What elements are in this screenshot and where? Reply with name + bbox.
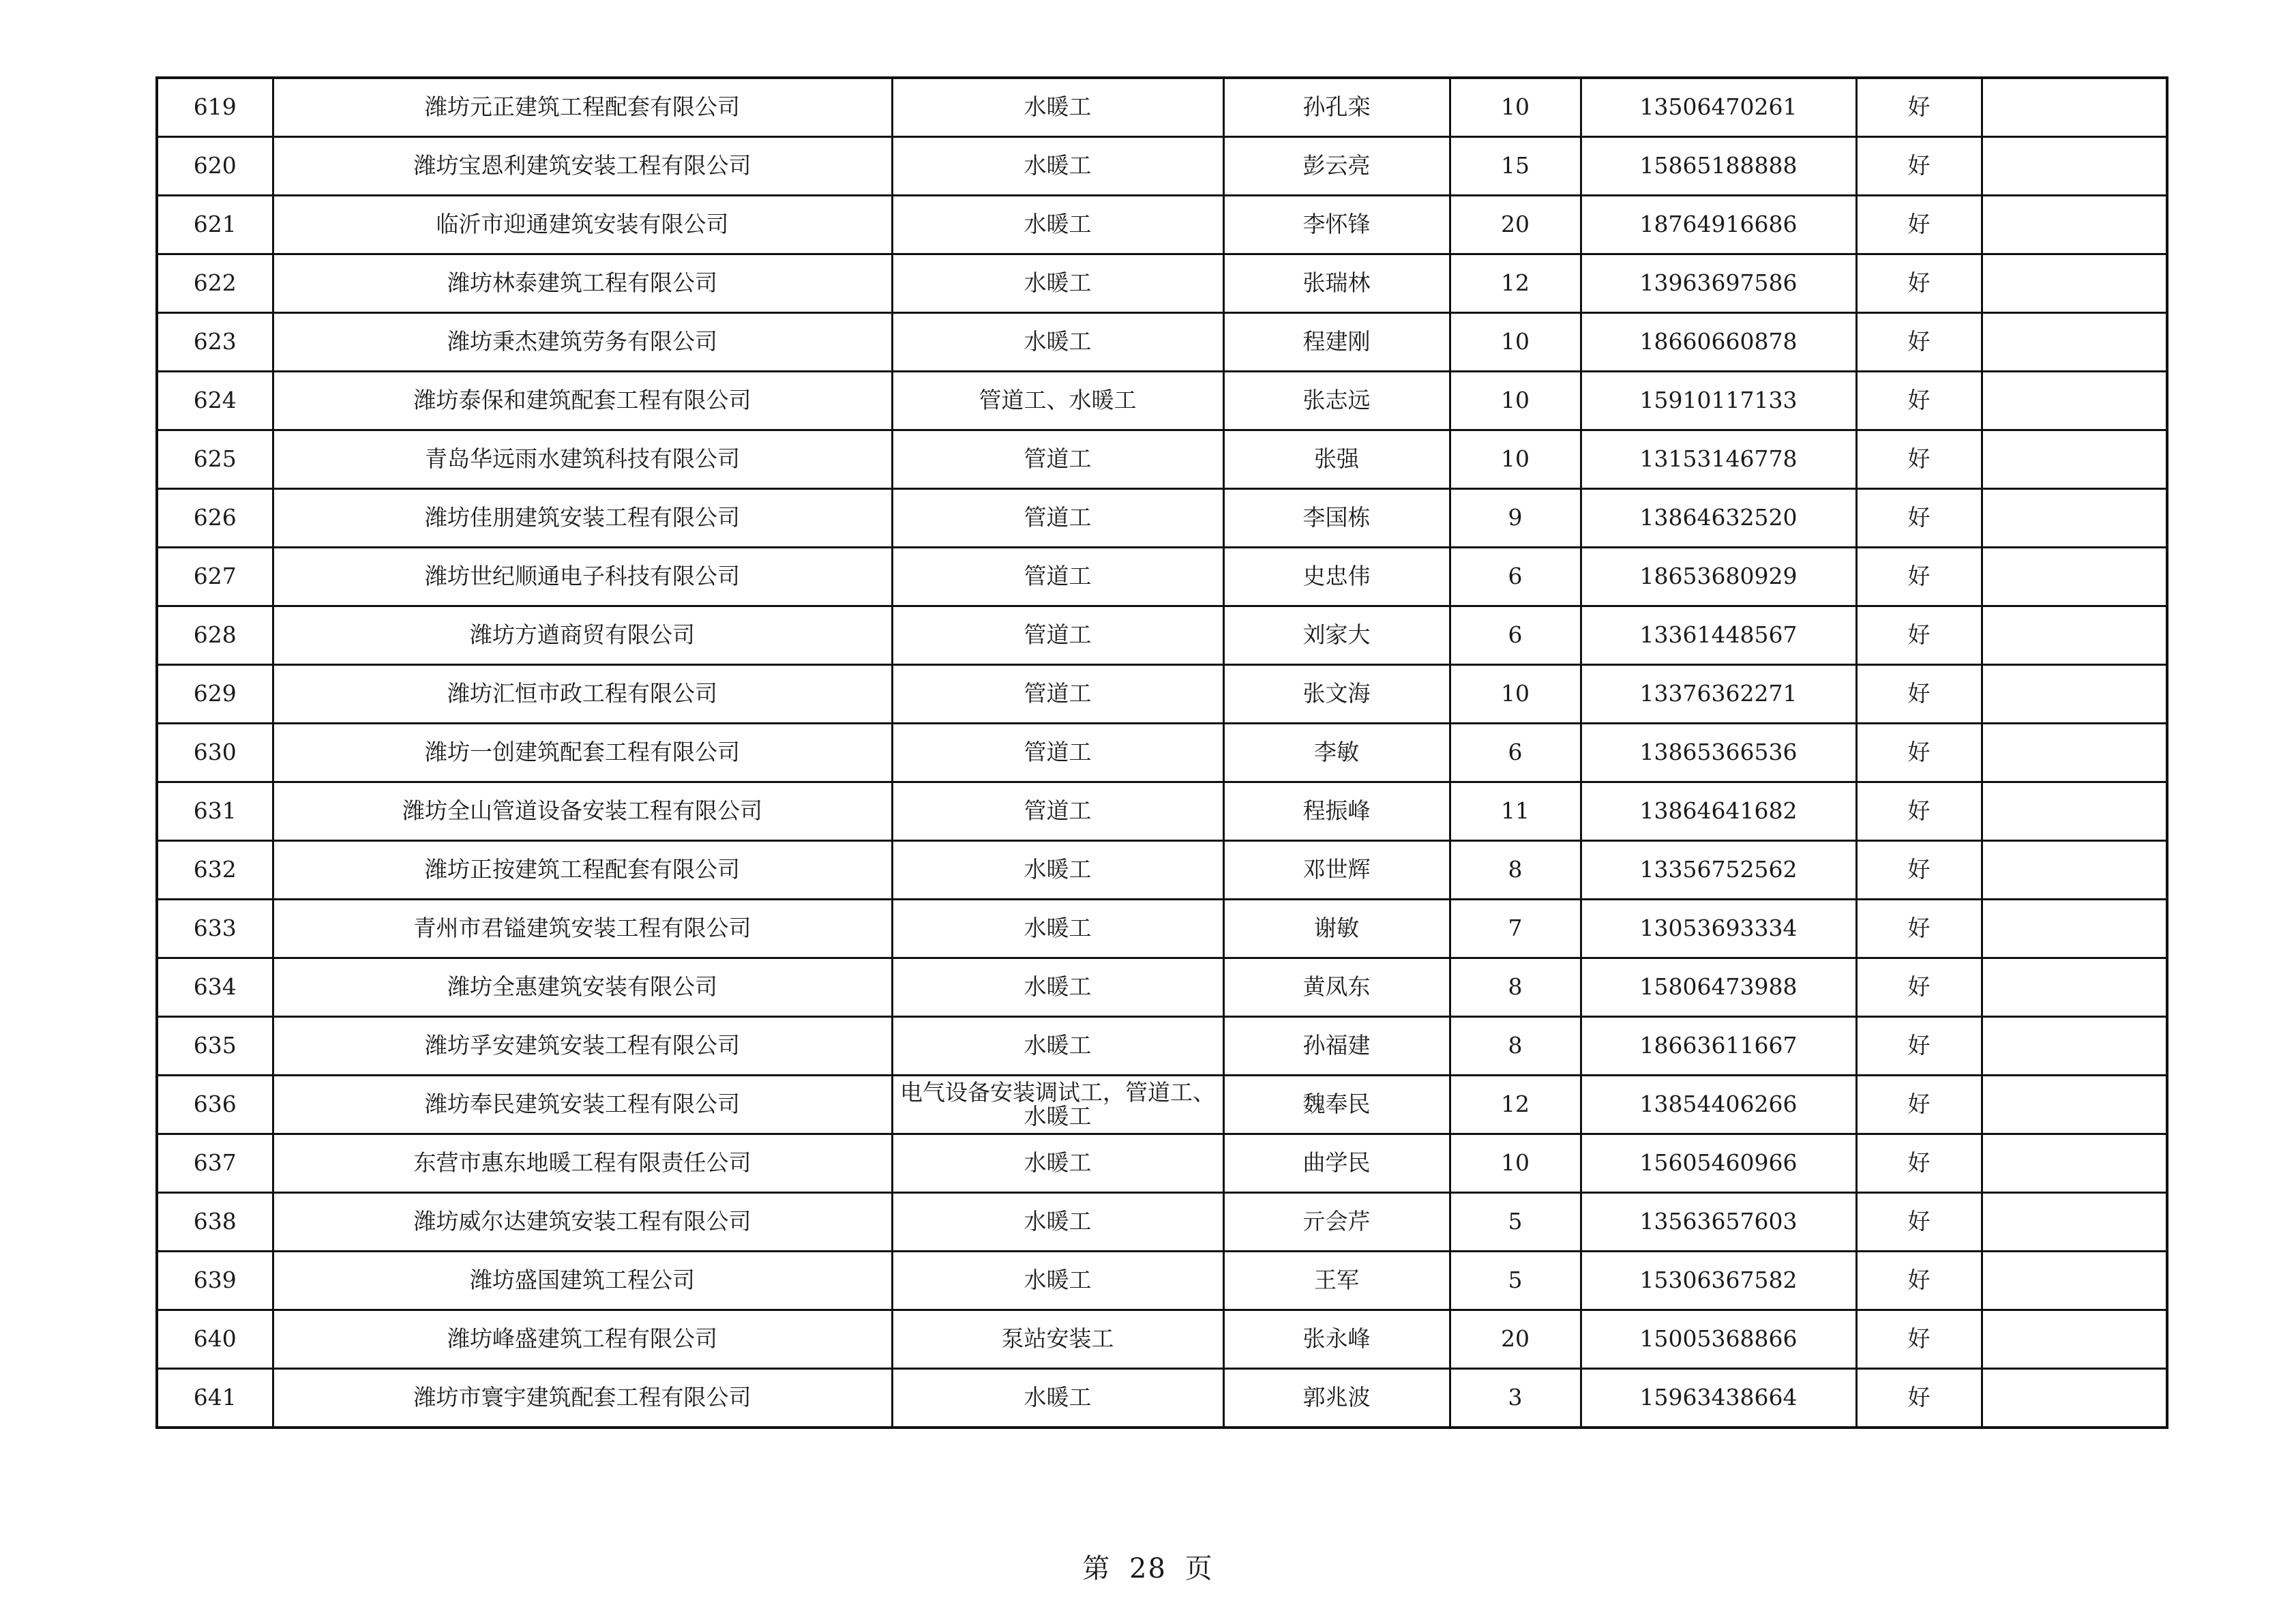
rating-cell: 好 bbox=[1856, 1310, 1982, 1369]
contact-person-cell: 王军 bbox=[1223, 1252, 1450, 1310]
company-name-cell: 潍坊全山管道设备安装工程有限公司 bbox=[273, 782, 892, 841]
rating-cell: 好 bbox=[1856, 254, 1982, 313]
note-cell bbox=[1982, 665, 2167, 724]
page-footer bbox=[0, 1547, 2296, 1586]
worker-count-cell: 10 bbox=[1450, 78, 1581, 137]
note-cell bbox=[1982, 372, 2167, 430]
table-row bbox=[157, 196, 2167, 254]
table-row bbox=[157, 430, 2167, 489]
note-cell bbox=[1982, 254, 2167, 313]
work-type-cell: 管道工 bbox=[892, 782, 1223, 841]
note-cell bbox=[1982, 782, 2167, 841]
phone-number-cell: 15865188888 bbox=[1581, 137, 1856, 196]
note-cell bbox=[1982, 313, 2167, 372]
phone-number-cell: 13963697586 bbox=[1581, 254, 1856, 313]
rating-cell: 好 bbox=[1856, 489, 1982, 548]
note-cell bbox=[1982, 1369, 2167, 1428]
contact-person-cell: 黄凤东 bbox=[1223, 958, 1450, 1017]
worker-count-cell: 11 bbox=[1450, 782, 1581, 841]
work-type-cell: 水暖工 bbox=[892, 1369, 1223, 1428]
contact-person-cell: 亓会芹 bbox=[1223, 1193, 1450, 1252]
note-cell bbox=[1982, 1076, 2167, 1134]
contact-person-cell: 张文海 bbox=[1223, 665, 1450, 724]
work-type-cell: 水暖工 bbox=[892, 1134, 1223, 1193]
table-row bbox=[157, 1369, 2167, 1428]
row-number-cell: 628 bbox=[157, 606, 273, 665]
company-name-cell: 临沂市迎通建筑安装有限公司 bbox=[273, 196, 892, 254]
worker-count-cell: 8 bbox=[1450, 1017, 1581, 1076]
rating-cell: 好 bbox=[1856, 1076, 1982, 1134]
contact-person-cell: 孙孔栾 bbox=[1223, 78, 1450, 137]
contact-person-cell: 李国栋 bbox=[1223, 489, 1450, 548]
table-row bbox=[157, 958, 2167, 1017]
rating-cell: 好 bbox=[1856, 958, 1982, 1017]
contact-person-cell: 李敏 bbox=[1223, 724, 1450, 782]
phone-number-cell: 13563657603 bbox=[1581, 1193, 1856, 1252]
rating-cell: 好 bbox=[1856, 900, 1982, 958]
row-number-cell: 631 bbox=[157, 782, 273, 841]
phone-number-cell: 13854406266 bbox=[1581, 1076, 1856, 1134]
rating-cell: 好 bbox=[1856, 1134, 1982, 1193]
work-type-cell: 水暖工 bbox=[892, 313, 1223, 372]
rating-cell: 好 bbox=[1856, 782, 1982, 841]
phone-number-cell: 15005368866 bbox=[1581, 1310, 1856, 1369]
worker-count-cell: 12 bbox=[1450, 254, 1581, 313]
contact-person-cell: 魏奉民 bbox=[1223, 1076, 1450, 1134]
table-row bbox=[157, 78, 2167, 137]
table-row bbox=[157, 254, 2167, 313]
company-name-cell: 潍坊方遒商贸有限公司 bbox=[273, 606, 892, 665]
phone-number-cell: 18660660878 bbox=[1581, 313, 1856, 372]
worker-count-cell: 15 bbox=[1450, 137, 1581, 196]
phone-number-cell: 13356752562 bbox=[1581, 841, 1856, 900]
table-row bbox=[157, 548, 2167, 606]
contact-person-cell: 张瑞林 bbox=[1223, 254, 1450, 313]
note-cell bbox=[1982, 1252, 2167, 1310]
rating-cell: 好 bbox=[1856, 548, 1982, 606]
rating-cell: 好 bbox=[1856, 1369, 1982, 1428]
work-type-cell: 水暖工 bbox=[892, 196, 1223, 254]
company-name-cell: 潍坊一创建筑配套工程有限公司 bbox=[273, 724, 892, 782]
table-row bbox=[157, 313, 2167, 372]
note-cell bbox=[1982, 724, 2167, 782]
work-type-cell: 水暖工 bbox=[892, 841, 1223, 900]
company-name-cell: 青州市君镒建筑安装工程有限公司 bbox=[273, 900, 892, 958]
contact-person-cell: 张志远 bbox=[1223, 372, 1450, 430]
worker-count-cell: 9 bbox=[1450, 489, 1581, 548]
row-number-cell: 626 bbox=[157, 489, 273, 548]
work-type-cell: 管道工、水暖工 bbox=[892, 372, 1223, 430]
table-row bbox=[157, 1310, 2167, 1369]
worker-count-cell: 10 bbox=[1450, 665, 1581, 724]
table-row bbox=[157, 489, 2167, 548]
company-name-cell: 潍坊全惠建筑安装有限公司 bbox=[273, 958, 892, 1017]
company-name-cell: 潍坊宝恩利建筑安装工程有限公司 bbox=[273, 137, 892, 196]
row-number-cell: 632 bbox=[157, 841, 273, 900]
rating-cell: 好 bbox=[1856, 372, 1982, 430]
table-row bbox=[157, 665, 2167, 724]
note-cell bbox=[1982, 1193, 2167, 1252]
work-type-cell: 水暖工 bbox=[892, 137, 1223, 196]
table-row bbox=[157, 900, 2167, 958]
phone-number-cell: 13865366536 bbox=[1581, 724, 1856, 782]
table-row bbox=[157, 782, 2167, 841]
worker-count-cell: 12 bbox=[1450, 1076, 1581, 1134]
work-type-cell: 管道工 bbox=[892, 606, 1223, 665]
row-number-cell: 622 bbox=[157, 254, 273, 313]
table-row bbox=[157, 372, 2167, 430]
company-name-cell: 潍坊元正建筑工程配套有限公司 bbox=[273, 78, 892, 137]
note-cell bbox=[1982, 1017, 2167, 1076]
table-body bbox=[157, 78, 2167, 1428]
phone-number-cell: 15806473988 bbox=[1581, 958, 1856, 1017]
worker-count-cell: 10 bbox=[1450, 1134, 1581, 1193]
row-number-cell: 635 bbox=[157, 1017, 273, 1076]
row-number-cell: 619 bbox=[157, 78, 273, 137]
worker-count-cell: 5 bbox=[1450, 1193, 1581, 1252]
note-cell bbox=[1982, 196, 2167, 254]
row-number-cell: 625 bbox=[157, 430, 273, 489]
table-row bbox=[157, 1134, 2167, 1193]
contact-person-cell: 郭兆波 bbox=[1223, 1369, 1450, 1428]
note-cell bbox=[1982, 137, 2167, 196]
contact-person-cell: 彭云亮 bbox=[1223, 137, 1450, 196]
row-number-cell: 640 bbox=[157, 1310, 273, 1369]
rating-cell: 好 bbox=[1856, 841, 1982, 900]
footer-suffix: 页 bbox=[1184, 1553, 1214, 1584]
contact-person-cell: 孙福建 bbox=[1223, 1017, 1450, 1076]
company-name-cell: 潍坊孚安建筑安装工程有限公司 bbox=[273, 1017, 892, 1076]
row-number-cell: 621 bbox=[157, 196, 273, 254]
worker-count-cell: 6 bbox=[1450, 548, 1581, 606]
row-number-cell: 637 bbox=[157, 1134, 273, 1193]
worker-count-cell: 8 bbox=[1450, 958, 1581, 1017]
phone-number-cell: 13361448567 bbox=[1581, 606, 1856, 665]
phone-number-cell: 13864632520 bbox=[1581, 489, 1856, 548]
page-number: 28 bbox=[1129, 1553, 1167, 1584]
row-number-cell: 638 bbox=[157, 1193, 273, 1252]
note-cell bbox=[1982, 606, 2167, 665]
worker-count-cell: 10 bbox=[1450, 372, 1581, 430]
company-name-cell: 潍坊市寰宇建筑配套工程有限公司 bbox=[273, 1369, 892, 1428]
row-number-cell: 627 bbox=[157, 548, 273, 606]
worker-count-cell: 10 bbox=[1450, 430, 1581, 489]
company-name-cell: 潍坊泰保和建筑配套工程有限公司 bbox=[273, 372, 892, 430]
work-type-cell: 水暖工 bbox=[892, 254, 1223, 313]
contact-person-cell: 谢敏 bbox=[1223, 900, 1450, 958]
work-type-cell: 水暖工 bbox=[892, 1193, 1223, 1252]
table-row bbox=[157, 606, 2167, 665]
row-number-cell: 636 bbox=[157, 1076, 273, 1134]
company-name-cell: 潍坊汇恒市政工程有限公司 bbox=[273, 665, 892, 724]
phone-number-cell: 18764916686 bbox=[1581, 196, 1856, 254]
table-row bbox=[157, 1193, 2167, 1252]
contact-person-cell: 曲学民 bbox=[1223, 1134, 1450, 1193]
company-name-cell: 东营市惠东地暖工程有限责任公司 bbox=[273, 1134, 892, 1193]
work-type-cell: 管道工 bbox=[892, 665, 1223, 724]
contact-person-cell: 程建刚 bbox=[1223, 313, 1450, 372]
row-number-cell: 641 bbox=[157, 1369, 273, 1428]
rating-cell: 好 bbox=[1856, 430, 1982, 489]
phone-number-cell: 13053693334 bbox=[1581, 900, 1856, 958]
work-type-cell: 管道工 bbox=[892, 548, 1223, 606]
company-name-cell: 潍坊峰盛建筑工程有限公司 bbox=[273, 1310, 892, 1369]
worker-count-cell: 5 bbox=[1450, 1252, 1581, 1310]
rating-cell: 好 bbox=[1856, 78, 1982, 137]
rating-cell: 好 bbox=[1856, 606, 1982, 665]
table-row bbox=[157, 1017, 2167, 1076]
work-type-cell: 水暖工 bbox=[892, 1017, 1223, 1076]
work-type-cell: 管道工 bbox=[892, 489, 1223, 548]
row-number-cell: 630 bbox=[157, 724, 273, 782]
note-cell bbox=[1982, 548, 2167, 606]
company-name-cell: 青岛华远雨水建筑科技有限公司 bbox=[273, 430, 892, 489]
note-cell bbox=[1982, 1134, 2167, 1193]
company-name-cell: 潍坊世纪顺通电子科技有限公司 bbox=[273, 548, 892, 606]
rating-cell: 好 bbox=[1856, 724, 1982, 782]
rating-cell: 好 bbox=[1856, 137, 1982, 196]
note-cell bbox=[1982, 78, 2167, 137]
table-row bbox=[157, 1252, 2167, 1310]
row-number-cell: 639 bbox=[157, 1252, 273, 1310]
phone-number-cell: 15963438664 bbox=[1581, 1369, 1856, 1428]
phone-number-cell: 13376362271 bbox=[1581, 665, 1856, 724]
row-number-cell: 620 bbox=[157, 137, 273, 196]
rating-cell: 好 bbox=[1856, 665, 1982, 724]
company-name-cell: 潍坊威尔达建筑安装工程有限公司 bbox=[273, 1193, 892, 1252]
contact-person-cell: 张强 bbox=[1223, 430, 1450, 489]
contractor-table bbox=[155, 76, 2168, 1429]
worker-count-cell: 8 bbox=[1450, 841, 1581, 900]
worker-count-cell: 6 bbox=[1450, 606, 1581, 665]
rating-cell: 好 bbox=[1856, 313, 1982, 372]
phone-number-cell: 13864641682 bbox=[1581, 782, 1856, 841]
rating-cell: 好 bbox=[1856, 1252, 1982, 1310]
phone-number-cell: 18653680929 bbox=[1581, 548, 1856, 606]
table-row bbox=[157, 137, 2167, 196]
table-row bbox=[157, 1076, 2167, 1134]
phone-number-cell: 18663611667 bbox=[1581, 1017, 1856, 1076]
worker-count-cell: 20 bbox=[1450, 1310, 1581, 1369]
work-type-cell: 水暖工 bbox=[892, 958, 1223, 1017]
work-type-cell: 管道工 bbox=[892, 724, 1223, 782]
footer-prefix: 第 bbox=[1082, 1553, 1112, 1584]
rating-cell: 好 bbox=[1856, 196, 1982, 254]
note-cell bbox=[1982, 958, 2167, 1017]
company-name-cell: 潍坊佳朋建筑安装工程有限公司 bbox=[273, 489, 892, 548]
contact-person-cell: 刘家大 bbox=[1223, 606, 1450, 665]
company-name-cell: 潍坊奉民建筑安装工程有限公司 bbox=[273, 1076, 892, 1134]
company-name-cell: 潍坊秉杰建筑劳务有限公司 bbox=[273, 313, 892, 372]
phone-number-cell: 13506470261 bbox=[1581, 78, 1856, 137]
phone-number-cell: 15306367582 bbox=[1581, 1252, 1856, 1310]
work-type-cell: 水暖工 bbox=[892, 1252, 1223, 1310]
contact-person-cell: 张永峰 bbox=[1223, 1310, 1450, 1369]
table-row bbox=[157, 724, 2167, 782]
worker-count-cell: 10 bbox=[1450, 313, 1581, 372]
phone-number-cell: 15605460966 bbox=[1581, 1134, 1856, 1193]
contact-person-cell: 史忠伟 bbox=[1223, 548, 1450, 606]
row-number-cell: 623 bbox=[157, 313, 273, 372]
worker-count-cell: 6 bbox=[1450, 724, 1581, 782]
company-name-cell: 潍坊林泰建筑工程有限公司 bbox=[273, 254, 892, 313]
rating-cell: 好 bbox=[1856, 1193, 1982, 1252]
worker-count-cell: 7 bbox=[1450, 900, 1581, 958]
contact-person-cell: 程振峰 bbox=[1223, 782, 1450, 841]
table-row bbox=[157, 841, 2167, 900]
row-number-cell: 634 bbox=[157, 958, 273, 1017]
contact-person-cell: 邓世辉 bbox=[1223, 841, 1450, 900]
note-cell bbox=[1982, 841, 2167, 900]
work-type-cell: 泵站安装工 bbox=[892, 1310, 1223, 1369]
company-name-cell: 潍坊正按建筑工程配套有限公司 bbox=[273, 841, 892, 900]
note-cell bbox=[1982, 489, 2167, 548]
row-number-cell: 633 bbox=[157, 900, 273, 958]
row-number-cell: 629 bbox=[157, 665, 273, 724]
note-cell bbox=[1982, 430, 2167, 489]
work-type-cell: 管道工 bbox=[892, 430, 1223, 489]
company-name-cell: 潍坊盛国建筑工程公司 bbox=[273, 1252, 892, 1310]
note-cell bbox=[1982, 900, 2167, 958]
phone-number-cell: 13153146778 bbox=[1581, 430, 1856, 489]
rating-cell: 好 bbox=[1856, 1017, 1982, 1076]
work-type-cell: 电气设备安装调试工，管道工、水暖工 bbox=[892, 1076, 1223, 1134]
work-type-cell: 水暖工 bbox=[892, 78, 1223, 137]
work-type-cell: 水暖工 bbox=[892, 900, 1223, 958]
worker-count-cell: 20 bbox=[1450, 196, 1581, 254]
note-cell bbox=[1982, 1310, 2167, 1369]
phone-number-cell: 15910117133 bbox=[1581, 372, 1856, 430]
worker-count-cell: 3 bbox=[1450, 1369, 1581, 1428]
row-number-cell: 624 bbox=[157, 372, 273, 430]
contact-person-cell: 李怀锋 bbox=[1223, 196, 1450, 254]
